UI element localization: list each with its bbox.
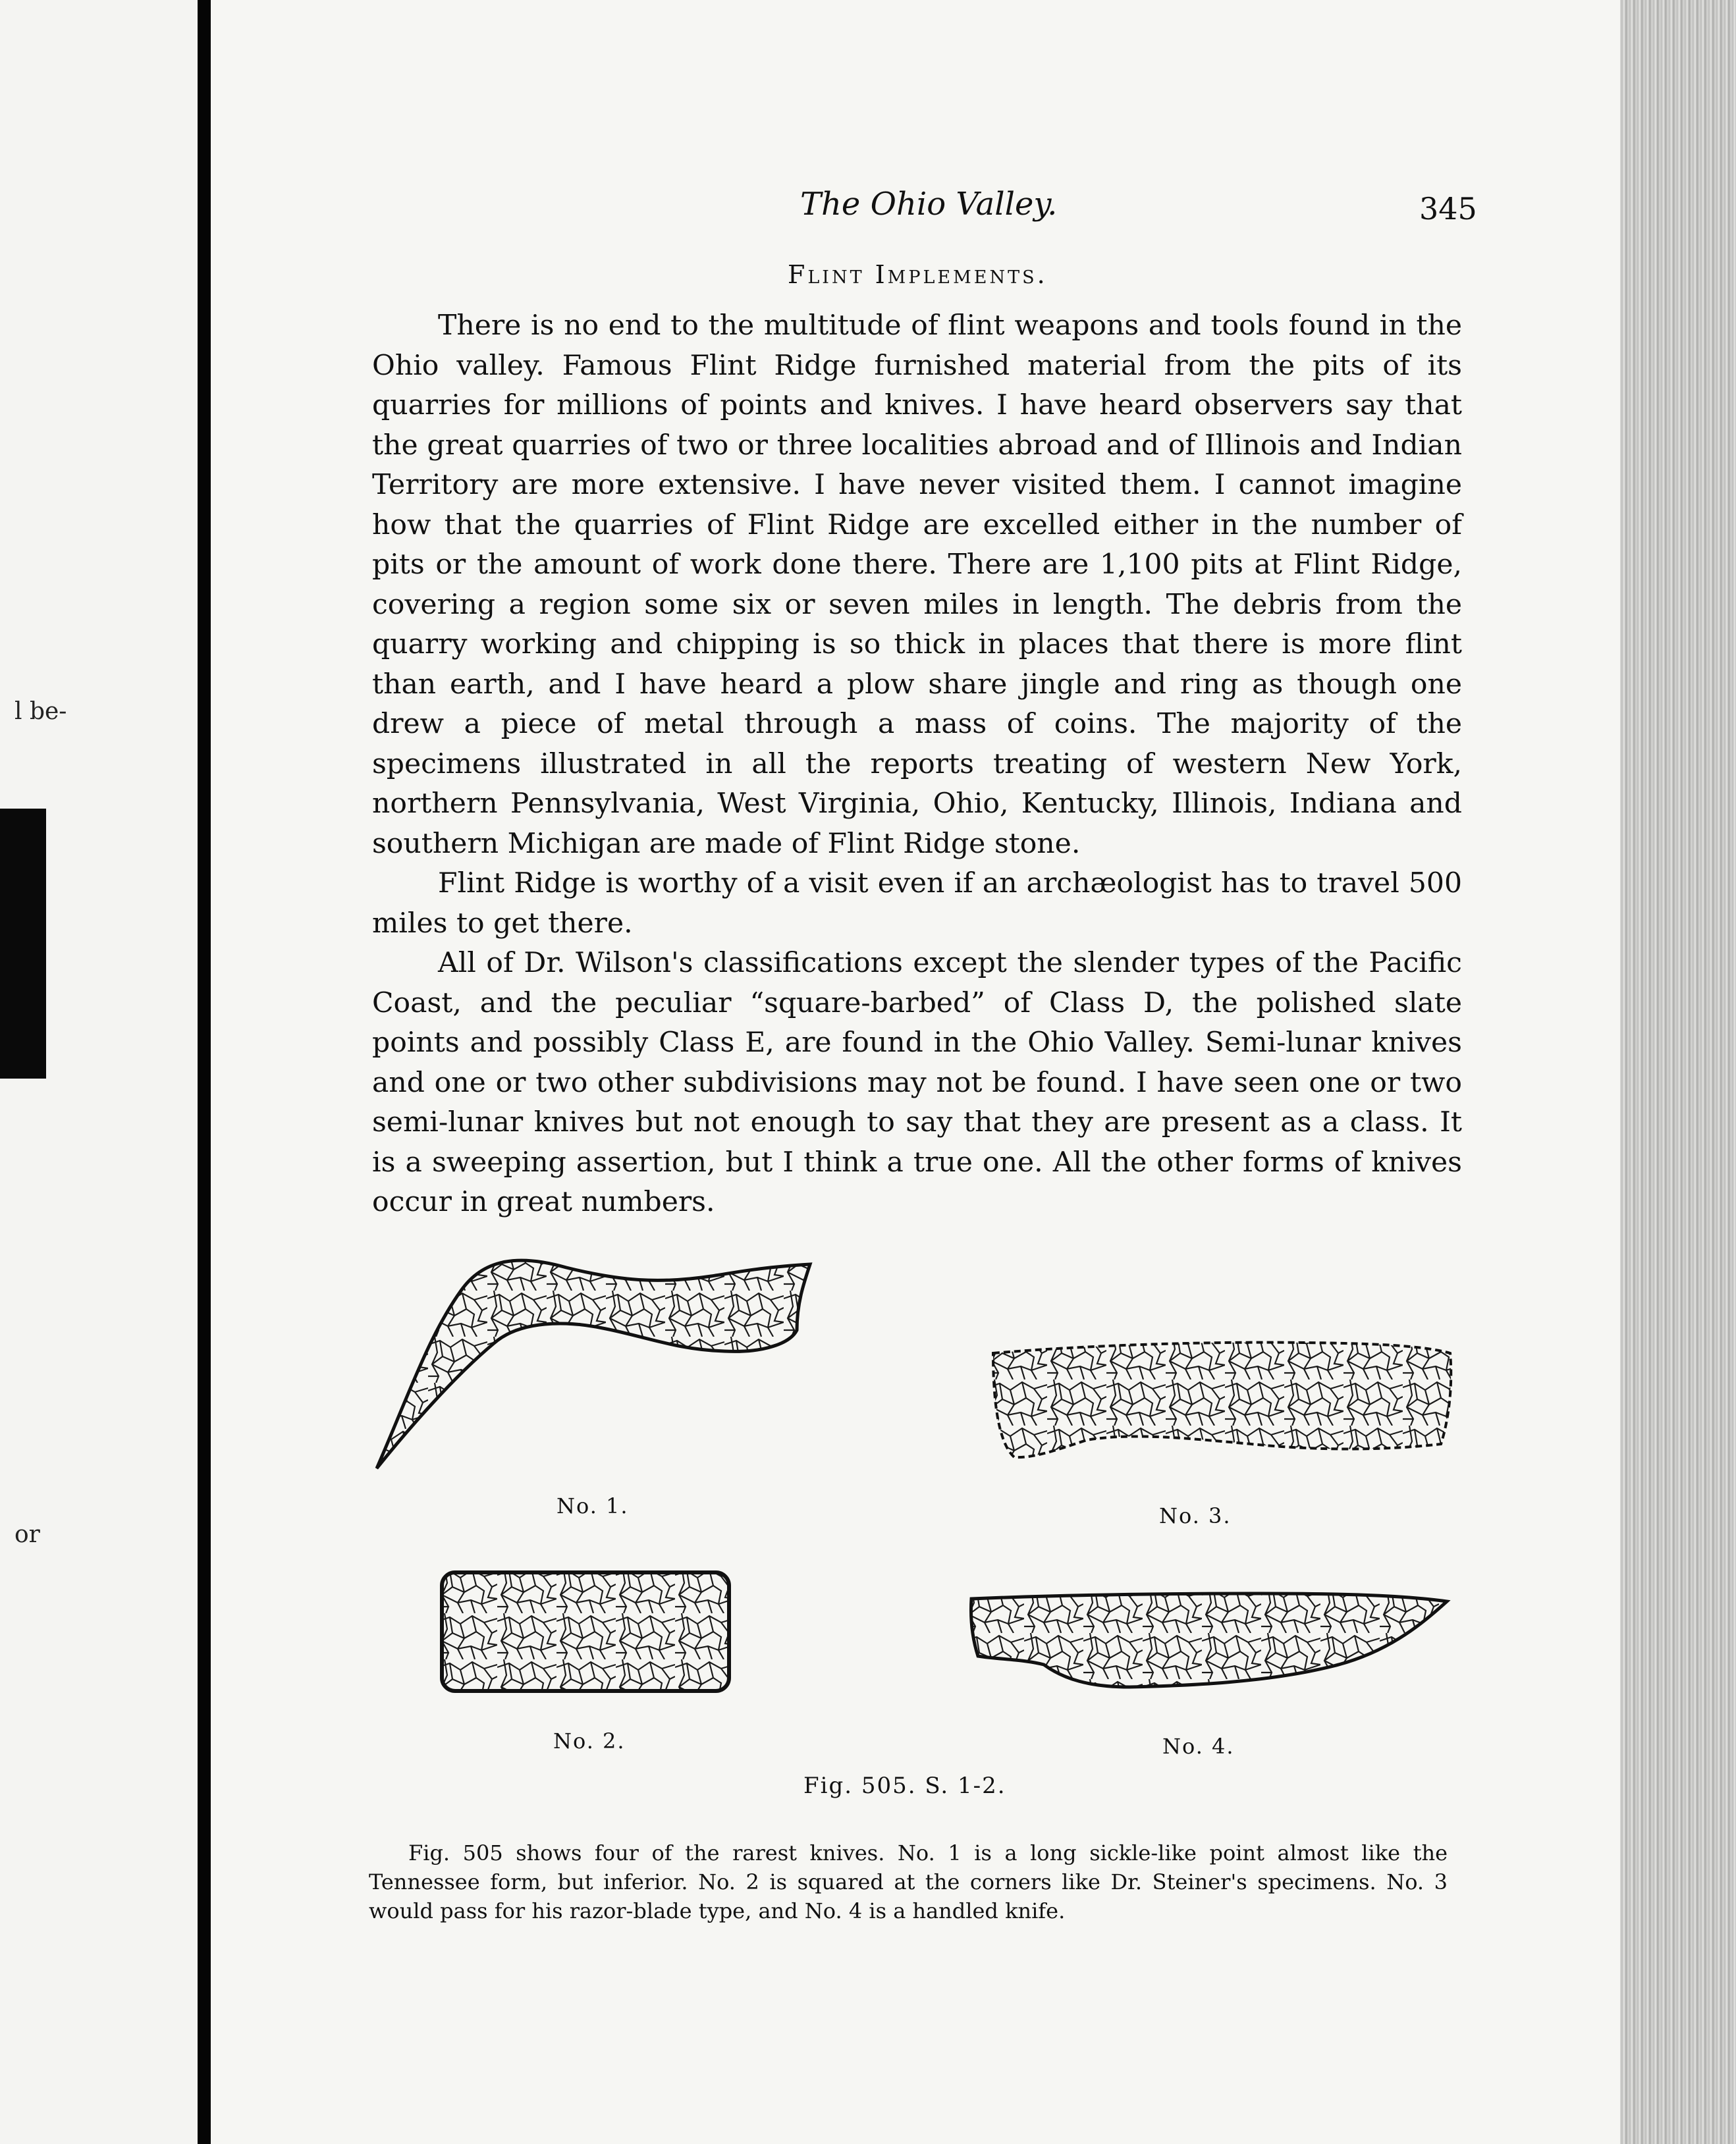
left-page-text-fragment: or <box>14 1521 40 1548</box>
figure-label-2: No. 2. <box>553 1729 626 1754</box>
paragraph: All of Dr. Wilson's classifications except the slender types of the Pacific Coast, and the peculiar “square-barbed” of Class D, the polished slate points and possibly Class E, are found in the Ohio Valley. Semi-lunar knives and one or two other subdivisions may not be found. I have seen one or two semi-lunar knives but not enough to say that they are present as a class. It is a sweeping assertion, but I think a true one. All the other forms of knives occur in great numbers. <box>372 947 1462 1218</box>
running-title: The Ohio Valley. <box>800 186 1058 223</box>
page-number: 345 <box>1419 191 1477 227</box>
page-edges <box>1620 0 1736 2144</box>
book-gutter <box>198 0 211 2144</box>
knife-figure-2 <box>438 1567 734 1699</box>
figure-label-3: No. 3. <box>1159 1503 1232 1528</box>
body-text <box>372 306 1462 1223</box>
figure-description: Fig. 505 shows four of the rarest knives. No. 1 is a long sickle-like point almost like the Tennessee form, but inferior. No. 2 is squared at the corners like Dr. Steiner's specimens. No. 3 would pass for his razor-blade type, and No. 4 is a handled knife. <box>369 1840 1448 1923</box>
knife-figure-3 <box>988 1333 1455 1465</box>
knife-figure-1 <box>369 1245 817 1482</box>
figure-label-1: No. 1. <box>556 1493 629 1518</box>
left-page-text-fragment: l be- <box>14 698 67 725</box>
knife-figure-4 <box>965 1587 1452 1699</box>
figure-caption: Fig. 505. S. 1-2. <box>803 1773 1006 1799</box>
left-page-dark-image <box>0 809 46 1079</box>
section-heading: Flint Implements. <box>788 260 1048 289</box>
paragraph: Flint Ridge is worthy of a visit even if an archæologist has to travel 500 miles to get there. <box>372 867 1462 940</box>
paragraph: There is no end to the multitude of flint weapons and tools found in the Ohio valley. Famous Flint Ridge furnished material from the pits of its quarries for millions of points and knives. I have heard observers say that the great quarries of two or three localities abroad and of Illinois and Indian Territory are more extensive. I have never visited them. I cannot imagine how that the quarries of Flint Ridge are excelled either in the number of pits or the amount of work done there. There are 1,100 pits at Flint Ridge, covering a region some six or seven miles in length. The debris from the quarry working and chipping is so thick in places that there is more flint than earth, and I have heard a plow share jingle and ring as though one drew a piece of metal through a mass of coins. The majority of the specimens illustrated in all the reports treating of western New York, northern Pennsylvania, West Virginia, Ohio, Kentucky, Illinois, Indiana and southern Michigan are made of Flint Ridge stone. <box>372 309 1462 860</box>
figure-label-4: No. 4. <box>1162 1734 1235 1759</box>
left-facing-page <box>0 0 198 2144</box>
